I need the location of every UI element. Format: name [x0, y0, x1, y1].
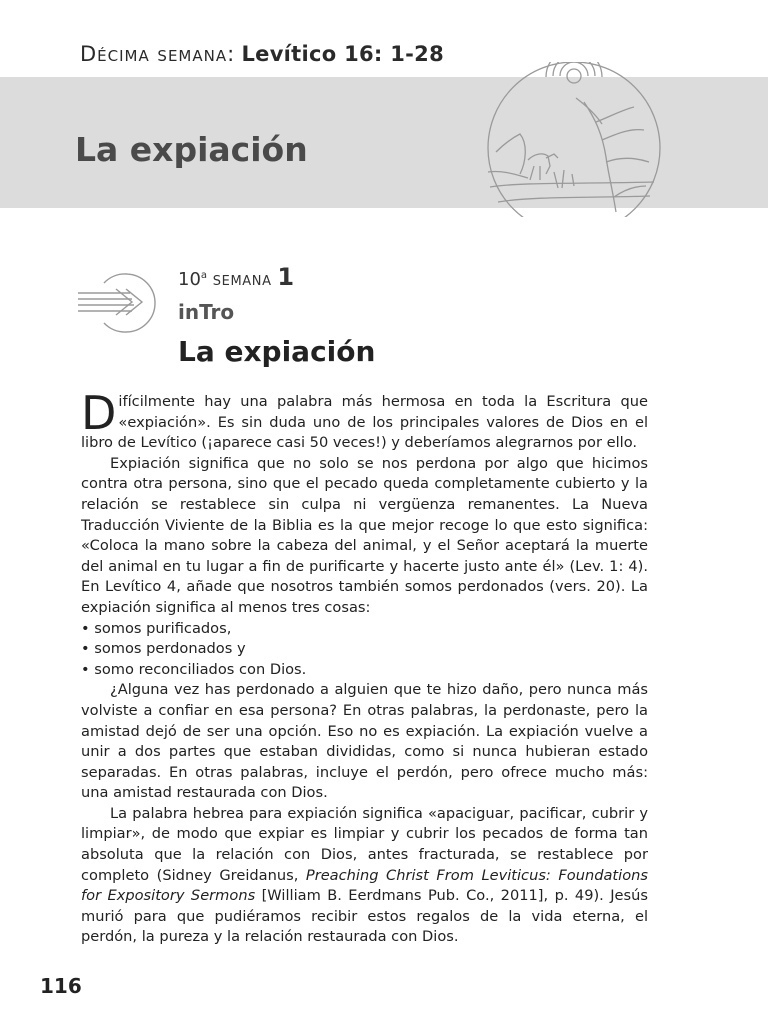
day-ordinal-suffix: a: [200, 270, 208, 281]
drop-cap: D: [81, 386, 117, 440]
list-item: • somos perdonados y: [81, 639, 648, 660]
list-item: • somos purificados,: [81, 619, 648, 640]
bullet-list: [81, 619, 648, 681]
section-label: inTro: [178, 300, 235, 324]
week-title: La expiación: [75, 130, 308, 169]
paragraph-1-text: ifícilmente hay una palabra más hermosa en toda la Escritura que «expiación». Es sin duda uno de los principales valores de Dios en el libro de Levítico (¡aparece casi 50 veces!) y deberíamos alegrarnos por ello.: [81, 393, 648, 452]
list-item: • somo reconciliados con Dios.: [81, 660, 648, 681]
running-head: [80, 42, 444, 66]
desert-landscape-emblem-icon: [484, 62, 664, 217]
paragraph-4-text-start: La palabra hebrea para expiación significa «apaciguar, pacificar, cubrir y limpiar», de modo que expiar es limpiar y cubrir los pecados de forma tan absoluta que la relación con Dios, antes fracturada, se restablece por completo (Sidney Greidanus,: [81, 804, 648, 884]
day-number: 1: [277, 263, 295, 291]
book-title: Preaching Christ From Leviticus: Foundations for Expository Sermons: [81, 866, 648, 905]
double-arrow-circle-icon: [76, 271, 160, 335]
paragraph-3: ¿Alguna vez has perdonado a alguien que te hizo daño, pero nunca más volviste a confiar en esa persona? En otras palabras, la perdonaste, pero la amistad dejó de ser una opción. Eso no es expiación. La expiación vuelve a unir a dos partes que estaban divididas, como si nunca hubieran estado separadas. En otras palabras, incluye el perdón, pero ofrece mucho más: una amistad restaurada con Dios.: [81, 681, 648, 802]
day-line: [178, 263, 294, 291]
page-number: 116: [40, 974, 82, 998]
day-title: La expiación: [178, 335, 376, 368]
running-head-reference: Levítico 16: 1-28: [241, 42, 444, 66]
paragraph-1: [81, 386, 648, 454]
day-ordinal: 10: [178, 269, 201, 290]
paragraph-2: Expiación significa que no solo se nos perdona por algo que hicimos contra otra persona, sino que el pecado queda completamente cubierto y la relación se restablece sin culpa ni vergüenza remanentes. La Nueva Traducción Viviente de la Biblia es la que mejor recoge lo que esto significa: «Coloca la mano sobre la cabeza del animal, y el Señor aceptará la muerte del animal en tu lugar a fin de purificarte y hacerte justo ante él» (Lev. 1: 4). En Levítico 4, añade que nosotros también somos perdonados (vers. 20). La expiación significa al menos tres cosas:: [81, 454, 648, 616]
running-head-separator: :: [227, 42, 242, 66]
running-head-week: Décima semana: [80, 42, 228, 66]
paragraph-4-text-end: [William B. Eerdmans Pub. Co., 2011], p. 49). Jesús murió para que pudiéramos recibir estos regalos de la vida eterna, el perdón, la pureza y la relación restaurada con Dios.: [81, 887, 648, 946]
body-text: [81, 386, 648, 948]
day-label: semana: [212, 269, 272, 290]
paragraph-4: [81, 804, 648, 948]
